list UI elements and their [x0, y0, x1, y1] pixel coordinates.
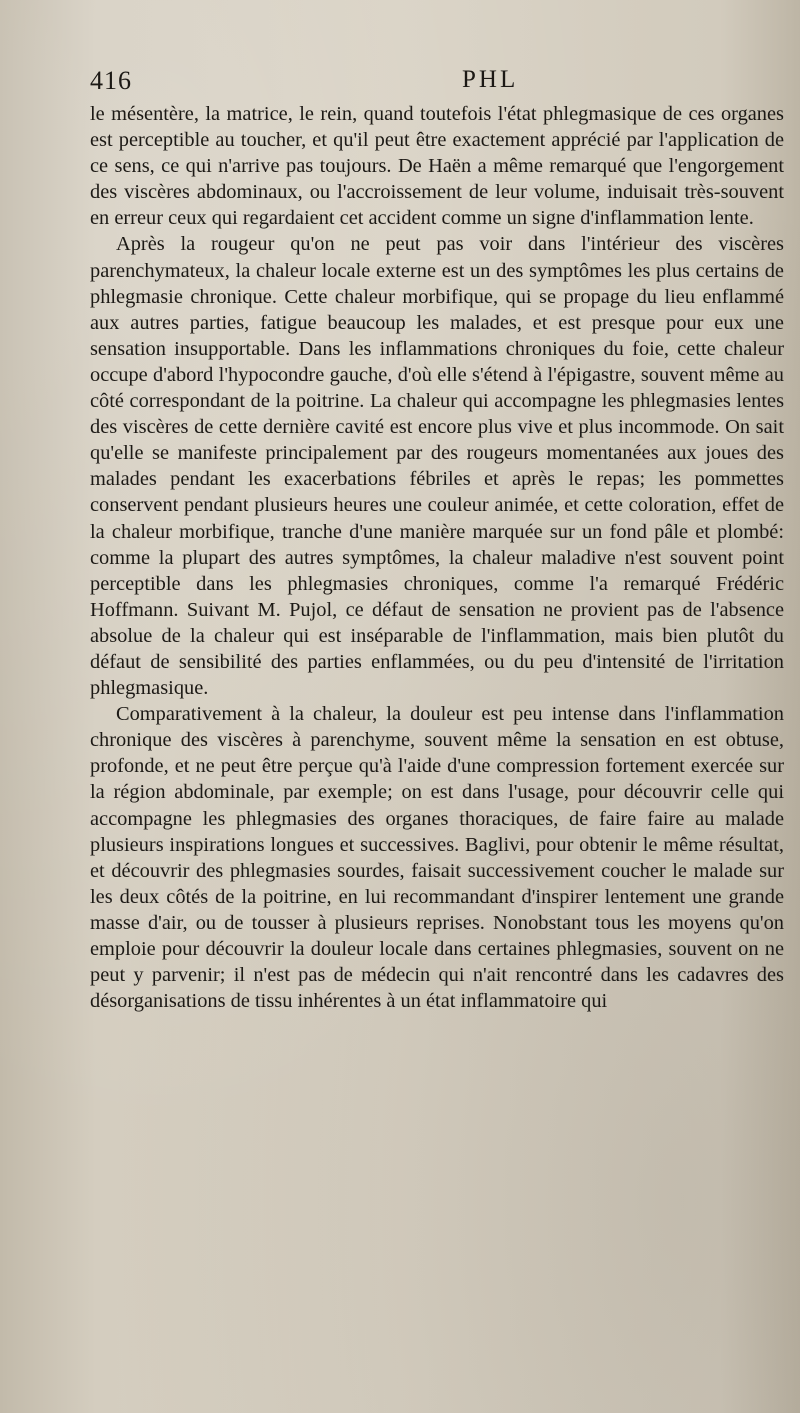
- paragraph-chaleur: Après la rougeur qu'on ne peut pas voir dans l'intérieur des viscères parenchymateux, la chaleur locale externe est un des symptômes les plus certains de phlegmasie chronique. Cette chaleur morbifique, qui se propage du lieu enflammé aux autres parties, fatigue beaucoup les malades, et est presque pour eux une sensation insupportable. Dans les inflammations chroniques du foie, cette chaleur occupe d'abord l'hypocondre gauche, d'où elle s'étend à l'épigastre, souvent même au côté correspondant de la poitrine. La chaleur qui accompagne les phlegmasies lentes des viscères de cette dernière cavité est encore plus vive et plus incommode. On sait qu'elle se manifeste principalement par des rougeurs momentanées aux joues des malades pendant les exacerbations fébriles et après le repas; les pommettes conservent pendant plusieurs heures une couleur animée, et cette coloration, effet de la chaleur morbifique, tranche d'une manière marquée sur un fond pâle et plombé: comme la plupart des autres symptômes, la chaleur maladive n'est souvent point perceptible dans les phlegmasies chroniques, comme l'a remarqué Frédéric Hoffmann. Suivant M. Pujol, ce défaut de sensation ne provient pas de l'absence absolue de la chaleur qui est inséparable de l'inflammation, mais bien plutôt du défaut de sensibilité des parties enflammées, ou du peu d'intensité de l'irritation phlegmasique.: [90, 233, 784, 700]
- body-text: [90, 101, 784, 1014]
- page-header: [90, 66, 784, 102]
- page-number: 416: [90, 66, 132, 95]
- paragraph-continued: le mésentère, la matrice, le rein, quand toutefois l'état phlegmasique de ces organes est perceptible au toucher, et qu'il peut être exactement apprécié par l'application de ce sens, ce qui n'arrive pas toujours. De Haën a même remarqué que l'engorgement des viscères abdominaux, ou l'accroissement de leur volume, induisait très-souvent en erreur ceux qui regardaient cet accident comme un signe d'inflammation lente.: [90, 103, 784, 230]
- running-head: PHL: [462, 66, 519, 93]
- paragraph-douleur: Comparativement à la chaleur, la douleur est peu intense dans l'inflammation chronique des viscères à parenchyme, souvent même la sensation en est obtuse, profonde, et ne peut être perçue qu'à l'aide d'une compression fortement exercée sur la région abdominale, par exemple; on est dans l'usage, pour découvrir celle qui accompagne les phlegmasies des organes thoraciques, de faire faire au malade plusieurs inspirations longues et successives. Baglivi, pour obtenir le même résultat, et découvrir des phlegmasies sourdes, faisait successivement coucher le malade sur les deux côtés de la poitrine, en lui recommandant d'inspirer lentement une grande masse d'air, ou de tousser à plusieurs reprises. Nonobstant tous les moyens qu'on emploie pour découvrir la douleur locale dans certaines phlegmasies, souvent on ne peut y parvenir; il n'est pas de médecin qui n'ait rencontré dans les cadavres des désorganisations de tissu inhérentes à un état inflammatoire qui: [90, 703, 784, 1013]
